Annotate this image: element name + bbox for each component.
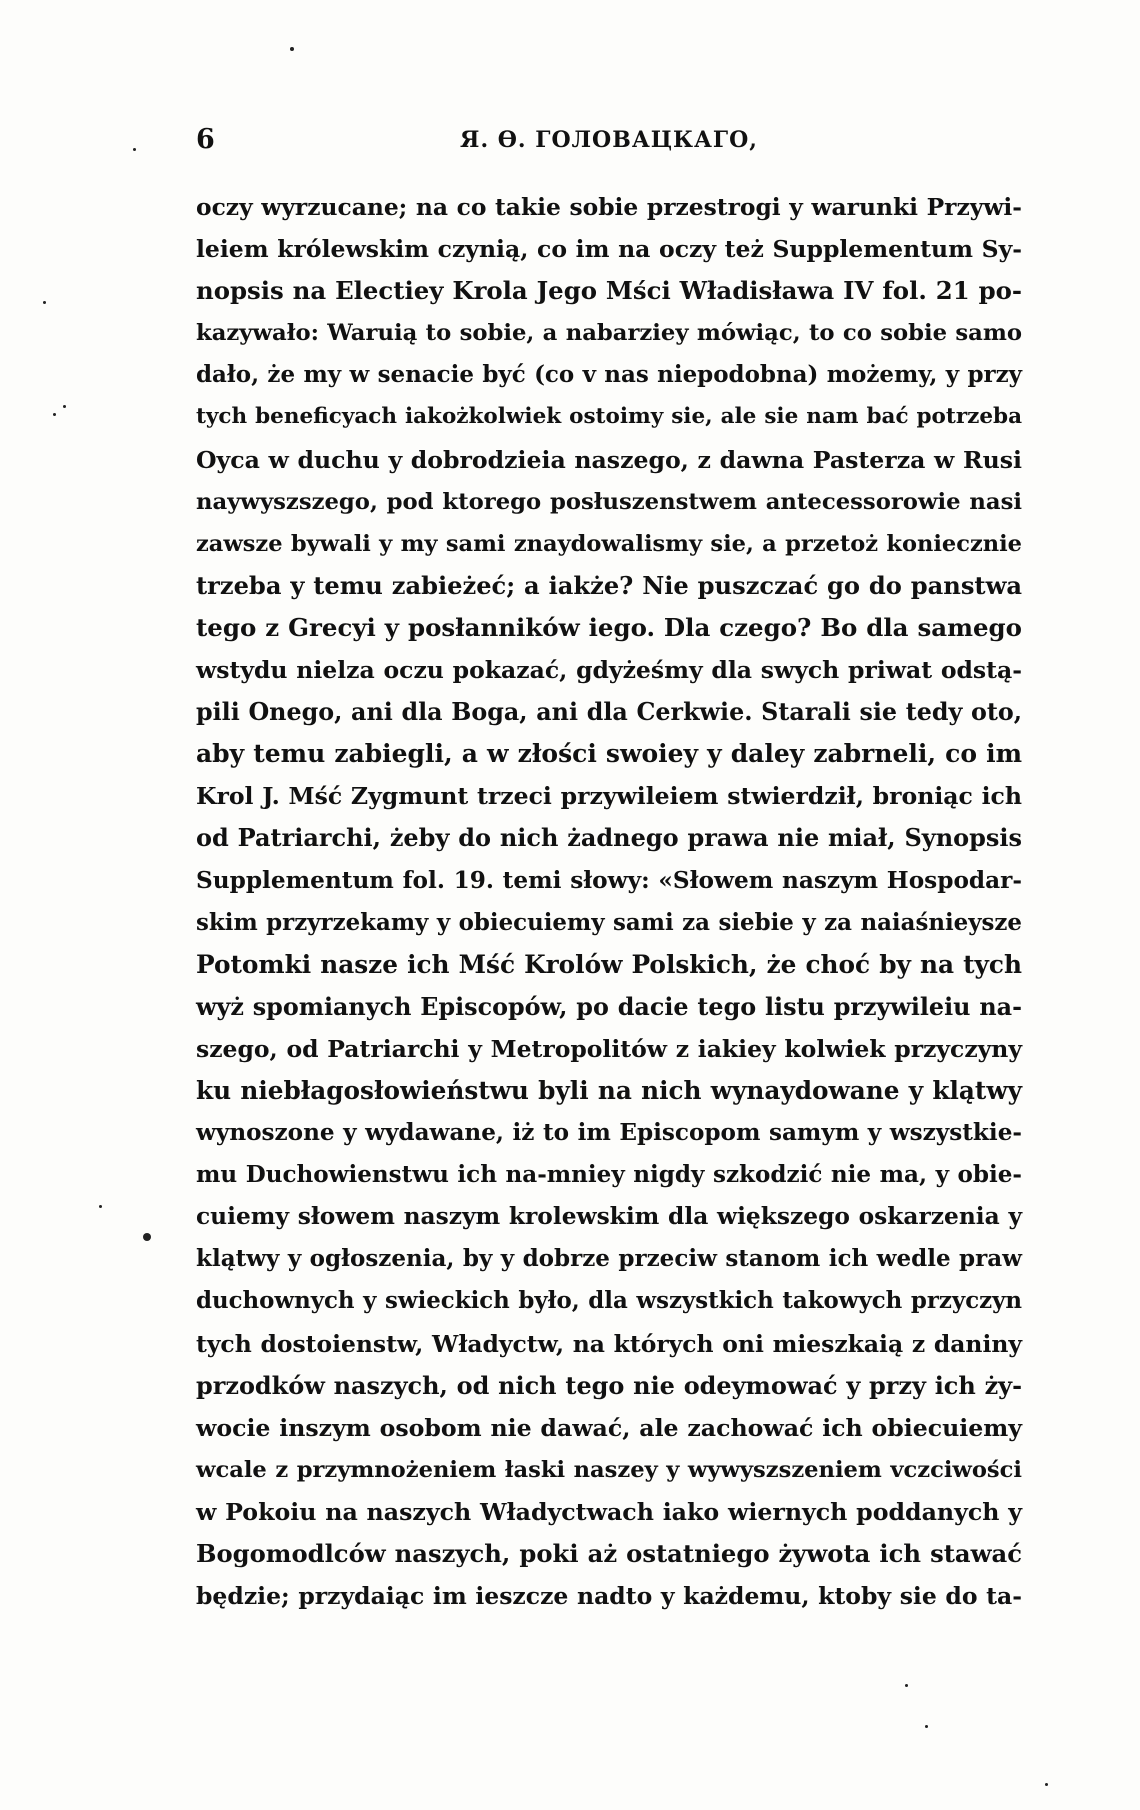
- text-line: Supplementum fol. 19. temi słowy: «Słowem naszym Hospodar-: [196, 866, 1022, 894]
- text-line: oczy wyrzucane; na co takie sobie przestrogi y warunki Przywi-: [196, 193, 1022, 221]
- scan-speck: [143, 1233, 151, 1241]
- body-text: [196, 186, 1022, 1617]
- scan-speck: [133, 148, 136, 151]
- text-line: mu Duchowienstwu ich na-mniey nigdy szkodzić nie ma, y obie-: [196, 1161, 1022, 1189]
- text-line: zawsze bywali y my sami znaydowalismy sie, a przetoż koniecznie: [196, 530, 1022, 557]
- text-line: Bogomodlców naszych, poki aż ostatniego żywota ich stawać: [196, 1539, 1022, 1568]
- scan-speck: [43, 301, 46, 304]
- scan-speck: [925, 1725, 928, 1728]
- text-line: wocie inszym osobom nie dawać, ale zachować ich obiecuiemy: [196, 1413, 1022, 1442]
- running-head: Я. Ѳ. ГОЛОВАЦКАГО,: [460, 127, 758, 153]
- text-line: wyż spomianych Episcopów, po dacie tego listu przywileiu na-: [196, 992, 1022, 1021]
- scan-speck: [1045, 1783, 1048, 1786]
- page-number: 6: [196, 124, 215, 155]
- text-line: skim przyrzekamy y obiecuiemy sami za siebie y za naiaśnieysze: [196, 908, 1022, 936]
- scan-speck: [53, 413, 56, 416]
- text-line: Potomki nasze ich Mść Krolów Polskich, że choć by na tych: [196, 949, 1022, 979]
- text-line: trzeba y temu zabieżeć; a iakże? Nie puszczać go do panstwa: [196, 570, 1022, 600]
- text-line: przodków naszych, od nich tego nie odeymować y przy ich ży-: [196, 1371, 1022, 1400]
- scan-speck: [63, 405, 66, 408]
- text-line: naywyszszego, pod ktorego posłuszenstwem antecessorowie nasi: [196, 488, 1022, 515]
- text-line: wcale z przymnożeniem łaski naszey y wywyszszeniem vczciwości: [196, 1456, 1022, 1483]
- page-header: [196, 120, 1022, 160]
- text-line: leiem królewskim czynią, co im na oczy też Supplementum Sy-: [196, 235, 1022, 264]
- text-line: dało, że my w senacie być (co v nas niepodobna) możemy, y przy: [196, 361, 1022, 389]
- text-line: cuiemy słowem naszym krolewskim dla większego oskarzenia y: [196, 1203, 1022, 1231]
- text-line: aby temu zabiegli, a w złości swoiey y daley zabrneli, co im: [196, 739, 1022, 769]
- text-line: Krol J. Mść Zygmunt trzeci przywileiem stwierdził, broniąc ich: [196, 782, 1022, 811]
- text-line: pili Onego, ani dla Boga, ani dla Cerkwie. Starali sie tedy oto,: [196, 698, 1022, 727]
- text-line: Oyca w duchu y dobrodzieia naszego, z dawna Pasterza w Rusi: [196, 445, 1022, 474]
- text-line: wstydu nielza oczu pokazać, gdyżeśmy dla swych priwat odstą-: [196, 656, 1022, 685]
- text-line: nopsis na Electiey Krola Jego Mści Władisława IV fol. 21 po-: [196, 276, 1022, 306]
- text-line: będzie; przydaiąc im ieszcze nadto y każdemu, ktoby sie do ta-: [196, 1582, 1022, 1611]
- text-line: od Patriarchi, żeby do nich żadnego prawa nie miał, Synopsis: [196, 823, 1022, 853]
- text-line: wynoszone y wydawane, iż to im Episcopom samym y wszystkie-: [196, 1119, 1022, 1147]
- text-line: szego, od Patriarchi y Metropolitów z iakiey kolwiek przyczyny: [196, 1034, 1022, 1063]
- scan-speck: [290, 47, 294, 51]
- text-line: duchownych y swieckich było, dla wszystkich takowych przyczyn: [196, 1288, 1022, 1315]
- scan-speck: [905, 1684, 908, 1687]
- text-line: tych beneficyach iakożkolwiek ostoimy sie, ale sie nam bać potrzeba: [196, 404, 1022, 430]
- text-line: ku niebłagosłowieństwu byli na nich wynaydowane y klątwy: [196, 1075, 1022, 1105]
- text-line: kazywało: Waruią to sobie, a nabarziey mówiąc, to co sobie samo: [196, 320, 1022, 347]
- text-line: klątwy y ogłoszenia, by y dobrze przeciw stanom ich wedle praw: [196, 1245, 1022, 1273]
- text-line: tego z Grecyi y posłanników iego. Dla czego? Bo dla samego: [196, 612, 1022, 642]
- text-line: tych dostoienstw, Władyctw, na których oni mieszkaią z daniny: [196, 1329, 1022, 1358]
- scan-speck: [99, 1205, 102, 1208]
- text-line: w Pokoiu na naszych Władyctwach iako wiernych poddanych y: [196, 1497, 1022, 1526]
